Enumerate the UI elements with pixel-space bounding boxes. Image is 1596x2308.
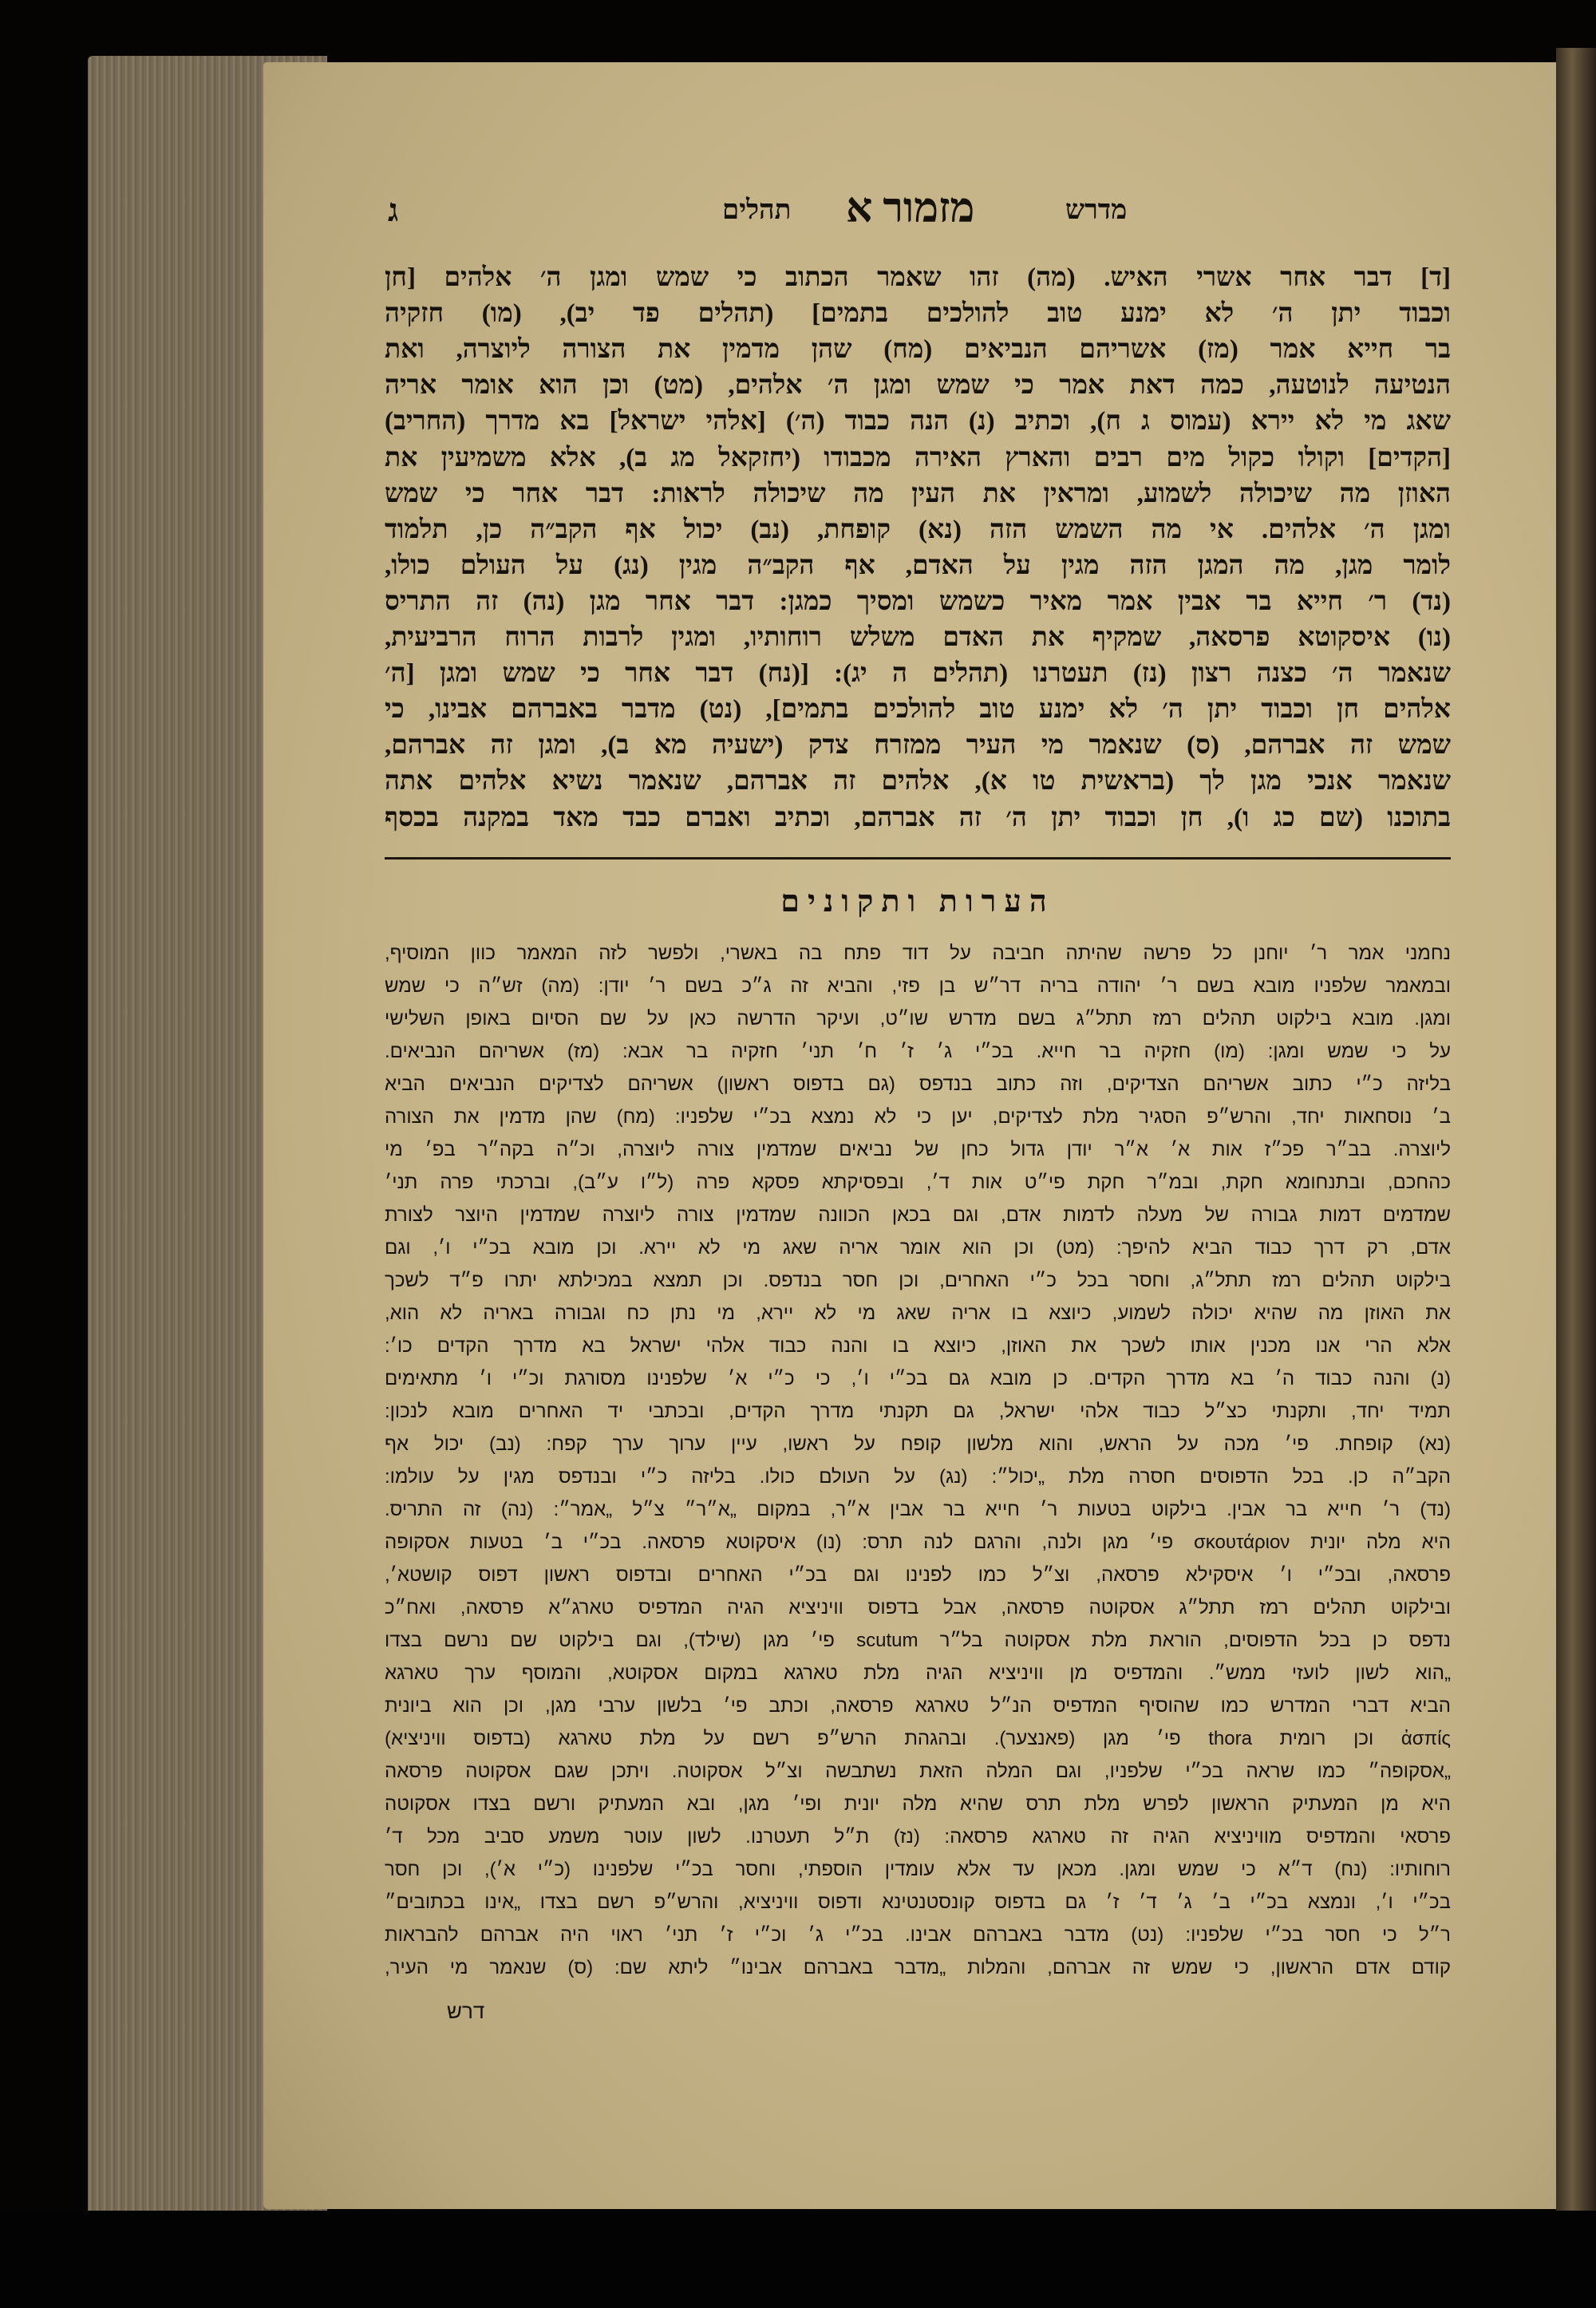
note-line: ר״ל כי חסר בכ״י שלפניו: (נט) מדבר באברהם אבינו. בכ״י ג׳ וכ״י ז׳ תני׳ ראוי היה אברהם להבראות bbox=[385, 1924, 1451, 1946]
main-text-line: אלהים חן וכבוד יתן ה׳ לא ימנע טוב להולכים בתמים], (נט) מדבר באברהם אבינו, כי bbox=[385, 695, 1451, 725]
main-text-line: שאג מי לא יירא (עמוס ג ח), וכתיב (נ) הנה כבוד (ה׳) [אלהי ישראל] בא מדרך (החריב) bbox=[385, 407, 1451, 437]
main-text-line: האוזן מה שיכולה לשמוע, ומראין את העין מה שיכולה לראות: דבר אחר כי שמש bbox=[385, 479, 1451, 508]
note-line: (נ) והנה כבוד ה׳ בא מדרך הקדים. כן מובא גם בכ״י ו׳, כי כ״י א׳ שלפנינו מסורגת וכ״י ו׳ מתאימים bbox=[385, 1368, 1451, 1389]
note-line: ובמאמר שלפניו מובא בשם ר׳ יהודה בריה דר״ש בן פזי, והביא זה ג״כ בשם ר׳ יודן: (מה) זש״ה כי שמש bbox=[385, 975, 1451, 997]
background-shadow bbox=[0, 2211, 1596, 2308]
note-line: רוחותיו: (נח) ד״א כי שמש ומגן. מכאן עד אלא עומדין הוספתי, וחסר בכ״י שלפנינו (כ״י א׳), וכן חסר bbox=[385, 1859, 1451, 1880]
note-line: הקב״ה כן. בכל הדפוסים חסרה מלת „יכול״: (נג) על העולם כולו. בליזה כ״י ובנדפס מגין על עולמו: bbox=[385, 1466, 1451, 1488]
note-line: בליזה כ״י כתוב אשריהם הצדיקים, וזה כתוב בנדפס (גם בדפוס ראשון) אשריהם לצדיקים הנביאים הביא bbox=[385, 1073, 1451, 1095]
main-text-line: [ד] דבר אחר אשרי האיש. (מה) זהו שאמר הכתוב כי שמש ומגן ה׳ אלהים [חן bbox=[385, 263, 1451, 292]
note-line: נחמני אמר ר׳ יוחנן כל פרשה שהיתה חביבה על דוד פתח בה באשרי, ולפשר לזה המאמר כוון המוסיף, bbox=[385, 943, 1451, 964]
main-text-line: בתוכנו (שם כג ו), חן וכבוד יתן ה׳ זה אברהם, וכתיב ואברם כבד מאד במקנה בכסף bbox=[385, 803, 1451, 832]
note-line: ἀσπίς וכן רומית thora פי׳ מגן (פאנצער). ובהגהת הרש״פ רשם על מלת טארגא (בדפוס וויניציא) bbox=[385, 1728, 1451, 1749]
book-binding bbox=[1556, 48, 1596, 2235]
note-line: ובילקוט תהלים רמז תתל״ג אסקוטה פרסאה, אבל בדפוס וויניציא הגיה המדפיס טארג״א פרסאה, ואח״כ bbox=[385, 1597, 1451, 1618]
main-text-line: שמש זה אברהם, (ס) שנאמר מי העיר ממזרח צדק (ישעיה מא ב), ומגן זה אברהם, bbox=[385, 731, 1451, 761]
note-line: שמדמים דמות גבורה של מעלה לדמות אדם, וגם בכאן הכוונה שמדמין צורה ליוצרה שמדמין היוצר לצורת bbox=[385, 1204, 1451, 1226]
note-line: נדפס כן בכל הדפוסים, הוראת מלת אסקוטה בל״ר scutum פי׳ מגן (שילד), וגם בילקוט שם נרשם בצדו bbox=[385, 1630, 1451, 1651]
note-line: ב׳ נוסחאות יחד, והרש״פ הסגיר מלת לצדיקים, יען כי לא נמצא בכ״י שלפניו: (מח) שהן מדמין את הצורה bbox=[385, 1106, 1451, 1128]
main-text-line: בר חייא אמר (מז) אשריהם הנביאים (מח) שהן מדמין את הצורה ליוצרה, ואת bbox=[385, 335, 1451, 365]
note-line: פרסאי והמדפיס מוויניציא הגיה זה טארגא פרסאה: (נז) ת״ל תעטרנו. לשון עוטר משמע סביב מכל ד׳ bbox=[385, 1826, 1451, 1848]
section-divider bbox=[385, 857, 1451, 860]
note-line: את האוזן מה שהיא יכולה לשמוע, כיוצא בו אריה שאג מי לא יירא, מי נתן כח וגבורה באריה לא הוא, bbox=[385, 1302, 1451, 1324]
note-line: הביא דברי המדרש כמו שהוסיף המדפיס הנ״ל טארגא פרסאה, וכתב פי׳ בלשון ערבי מגן, וכן הוא ביונית bbox=[385, 1695, 1451, 1717]
note-line: על כי שמש ומגן: (מו) חזקיה בר חייא. בכ״י ג׳ ז׳ ח׳ תני׳ חזקיה בר אבא: (מז) אשריהם הנביאים. bbox=[385, 1041, 1451, 1062]
running-head-book: מדרש bbox=[1065, 196, 1128, 225]
running-head-title: תהלים bbox=[722, 196, 792, 225]
note-line: ליוצרה. בב״ר פכ״ז אות א׳ א״ר יודן גדול כחן של נביאים שמדמין צורה ליוצרה, וכ״ה בקה״ר בפ׳ מי bbox=[385, 1139, 1451, 1160]
note-line: „הוא לשון לועזי ממש״. והמדפיס מן וויניציא הגיה מלת טארגא במקום אסקוטא, והמוסף ערך טארגא bbox=[385, 1662, 1451, 1684]
main-text-line: [הקדים] וקולו כקול מים רבים והארץ האירה מכבודו (יחזקאל מג ב), אלא משמיעין את bbox=[385, 443, 1451, 472]
note-line: ומגן. מובא בילקוט תהלים רמז תתל״ג בשם מדרש שו״ט, ועיקר הדרשה כאן על שם הסיום באופן השלישי bbox=[385, 1008, 1451, 1030]
catchword: דרש bbox=[447, 1999, 485, 2023]
note-line: תמיד יחד, ותקנתי כצ״ל כבוד אלהי ישראל, גם תקנתי מדרך הקדים, ובכתבי יד האחרים מובא לנכון: bbox=[385, 1401, 1451, 1422]
note-line: כהחכם, ובתנחומא חקת, ובמ״ר חקת פי״ט אות ד׳, ובפסיקתא פסקא פרה (ל״ו ע״ב), וברכתי פרה תני׳ bbox=[385, 1172, 1451, 1193]
main-text-line: הנטיעה לנוטעה, כמה דאת אמר כי שמש ומגן ה׳ אלהים, (מט) וכן הוא אומר אריה bbox=[385, 371, 1451, 401]
main-text-line: ומגן ה׳ אלהים. אי מה השמש הזה (נא) קופחת, (נב) יכול אף הקב״ה כן, תלמוד bbox=[385, 515, 1451, 544]
note-line: פרסאה, ובכ״י ו׳ איסקילא פרסאה, וצ״ל כמו לפנינו וגם בכ״י האחרים ובדפוס ראשון דפוס קושטא׳, bbox=[385, 1564, 1451, 1586]
note-line: „אסקופה״ כמו שראה בכ״י שלפניו, וגם המלה הזאת נשתבשה וצ״ל אסקוטה. ויתכן שגם אסקוטה פרסאה bbox=[385, 1761, 1451, 1782]
note-line: היא מן המעתיק הראשון לפרש מלת תרס שהיא מלה יונית ופי׳ מגן, ובא המעתיק ורשם בצדו אסקוטה bbox=[385, 1793, 1451, 1815]
page-number: ג bbox=[388, 192, 399, 228]
main-text-line: (נד) ר׳ חייא בר אבין אמר מאיר כשמש ומסיך כמגן: דבר אחר מגן (נה) זה התריס bbox=[385, 587, 1451, 616]
main-text-line: שנאמר אנכי מגן לך (בראשית טו א), אלהים זה אברהם, שנאמר נשיא אלהים אתה bbox=[385, 767, 1451, 796]
note-line: בכ״י ו׳, ונמצא בכ״י ב׳ ג׳ ד׳ ז׳ גם בדפוס קונסטנטינא ודפוס וויניציא, והרש״פ רשם בצדו „אינו בכתובים״ bbox=[385, 1891, 1451, 1913]
note-line: (נד) ר׳ חייא בר אבין. בילקוט בטעות ר׳ חייא בר אבין א״ר, במקום „א״ר״ צ״ל „אמר״: (נה) זה התריס. bbox=[385, 1499, 1451, 1520]
note-line: אלא הרי אנו מכנין אותו לשכך את האוזן, כיוצא בו והנה כבוד אלהי ישראל בא מדרך הקדים כו׳: bbox=[385, 1335, 1451, 1357]
notes-heading: הערות ותקונים bbox=[780, 885, 1055, 919]
note-line: בילקוט תהלים רמז תתל״ג, וחסר בכל כ״י האחרים, וכן חסר בנדפס. וכן תמצא במכילתא יתרו פ״ד לשכך bbox=[385, 1270, 1451, 1291]
main-text-line: (נו) איסקוטא פרסאה, שמקיף את האדם משלש רוחותיו, ומגין לרבות הרוח הרביעית, bbox=[385, 623, 1451, 652]
main-text-line: לומר מגן, מה המגן הזה מגין על האדם, אף הקב״ה מגין (נג) על העולם כולו, bbox=[385, 551, 1451, 580]
main-text-line: שנאמר ה׳ כצנה רצון (נז) תעטרנו (תהלים ה יג): [(נח) דבר אחר כי שמש ומגן [ה׳ bbox=[385, 659, 1451, 689]
note-line: היא מלה יונית σκουτάριον פי׳ מגן ולנה, והרגם לנה תרס: (נו) איסקוטא פרסאה. בכ״י ב׳ בטעות אסקופה bbox=[385, 1531, 1451, 1553]
note-line: אדם, רק דרך כבוד הביא להיפך: (מט) וכן הוא אומר אריה שאג מי לא יירא. וכן מובא בכ״י ו׳, וגם bbox=[385, 1237, 1451, 1259]
note-line: קודם אדם הראשון, כי שמש זה אברהם, והמלות „מדבר באברהם אבינו״ ליתא שם: (ס) שנאמר מי העיר, bbox=[385, 1957, 1451, 1978]
note-line: (נא) קופחת. פי׳ מכה על הראש, והוא מלשון קופח על ראשו, עיין ערוך ערך קפח: (נב) יכול אף bbox=[385, 1433, 1451, 1455]
running-head-psalm: מזמור א bbox=[846, 186, 975, 231]
main-text-line: וכבוד יתן ה׳ לא ימנע טוב להולכים בתמים] (תהלים פד יב), (מו) חזקיה bbox=[385, 299, 1451, 329]
